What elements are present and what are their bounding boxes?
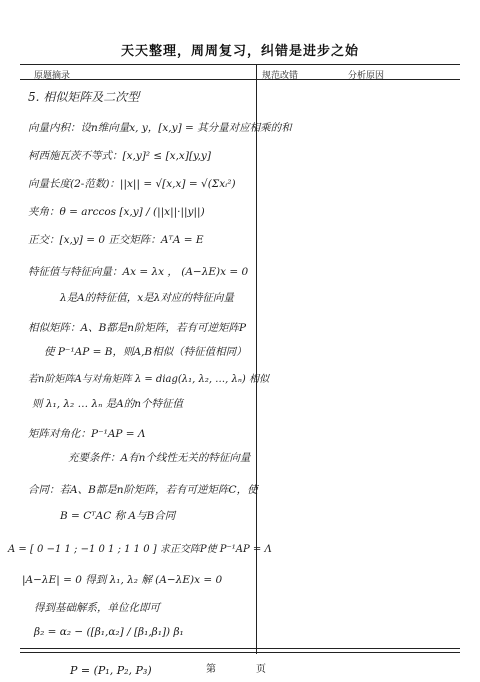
page-number-suffix: 页 <box>256 664 266 675</box>
column-header-rule <box>20 79 460 80</box>
note-congruent: 合同：若A、B都是n阶矩阵，若有可逆矩阵C，使 <box>28 484 258 496</box>
note-schmidt: β₂ = α₂ − ([β₁,α₂] / [β₁,β₁]) β₁ <box>34 626 184 638</box>
column-label-correction: 规范改错 <box>262 71 299 81</box>
note-eigen-meaning: λ是A的特征值，x是λ对应的特征向量 <box>60 292 234 304</box>
note-eigen-definition: 特征值与特征向量：Ax = λx ， (A−λE)x = 0 <box>28 266 249 278</box>
top-rule <box>20 64 460 65</box>
note-diagonalization: 矩阵对角化：P⁻¹AP = Λ <box>28 428 146 440</box>
note-diagonal-similar: 若n阶矩阵A与对角矩阵 λ = diag(λ₁, λ₂, …, λₙ) 相似 <box>28 374 270 385</box>
bottom-rule-2 <box>20 652 460 653</box>
column-label-excerpt: 原题摘录 <box>34 71 71 81</box>
note-vector-length: 向量长度(2-范数)：||x|| = √[x,x] = √(Σxᵢ²) <box>28 178 236 190</box>
column-divider-left <box>256 64 257 654</box>
note-eigenvalues: 则 λ₁, λ₂ … λₙ 是A的n个特征值 <box>32 398 184 410</box>
note-congruent-formula: B = CᵀAC 称 A与B合同 <box>60 510 176 522</box>
note-example-matrix: A = [ 0 −1 1 ; −1 0 1 ; 1 1 0 ] 求正交阵P使 P⁻¹AP = Λ <box>8 544 272 555</box>
note-similar-condition: 使 P⁻¹AP = B，则A,B相似（特征值相同） <box>44 346 247 358</box>
column-label-analysis: 分析原因 <box>348 71 385 81</box>
note-angle: 夹角：θ = arccos [x,y] / (||x||·||y||) <box>28 206 205 218</box>
note-cauchy-schwarz: 柯西施瓦茨不等式：[x,y]² ≤ [x,x][y,y] <box>28 150 211 162</box>
note-section-title: 5. 相似矩阵及二次型 <box>28 90 140 104</box>
note-diagonalization-condition: 充要条件：A有n个线性无关的特征向量 <box>68 452 251 464</box>
note-inner-product: 向量内积：设n维向量x, y，[x,y] = 其分量对应相乘的和 <box>28 122 292 134</box>
note-characteristic-equation: |A−λE| = 0 得到 λ₁, λ₂ 解 (A−λE)x = 0 <box>22 574 223 586</box>
note-basic-solution: 得到基础解系，单位化即可 <box>34 602 160 614</box>
note-p-matrix: P = (P₁, P₂, P₃) <box>70 664 152 677</box>
note-orthogonal: 正交：[x,y] = 0 正交矩阵：AᵀA = E <box>28 234 204 246</box>
page-number-prefix: 第 <box>206 664 216 675</box>
bottom-rule-1 <box>20 648 460 649</box>
page-header: 天天整理，周周复习，纠错是进步之始 <box>120 44 359 59</box>
note-similar-matrix: 相似矩阵：A、B都是n阶矩阵，若有可逆矩阵P <box>28 322 247 334</box>
